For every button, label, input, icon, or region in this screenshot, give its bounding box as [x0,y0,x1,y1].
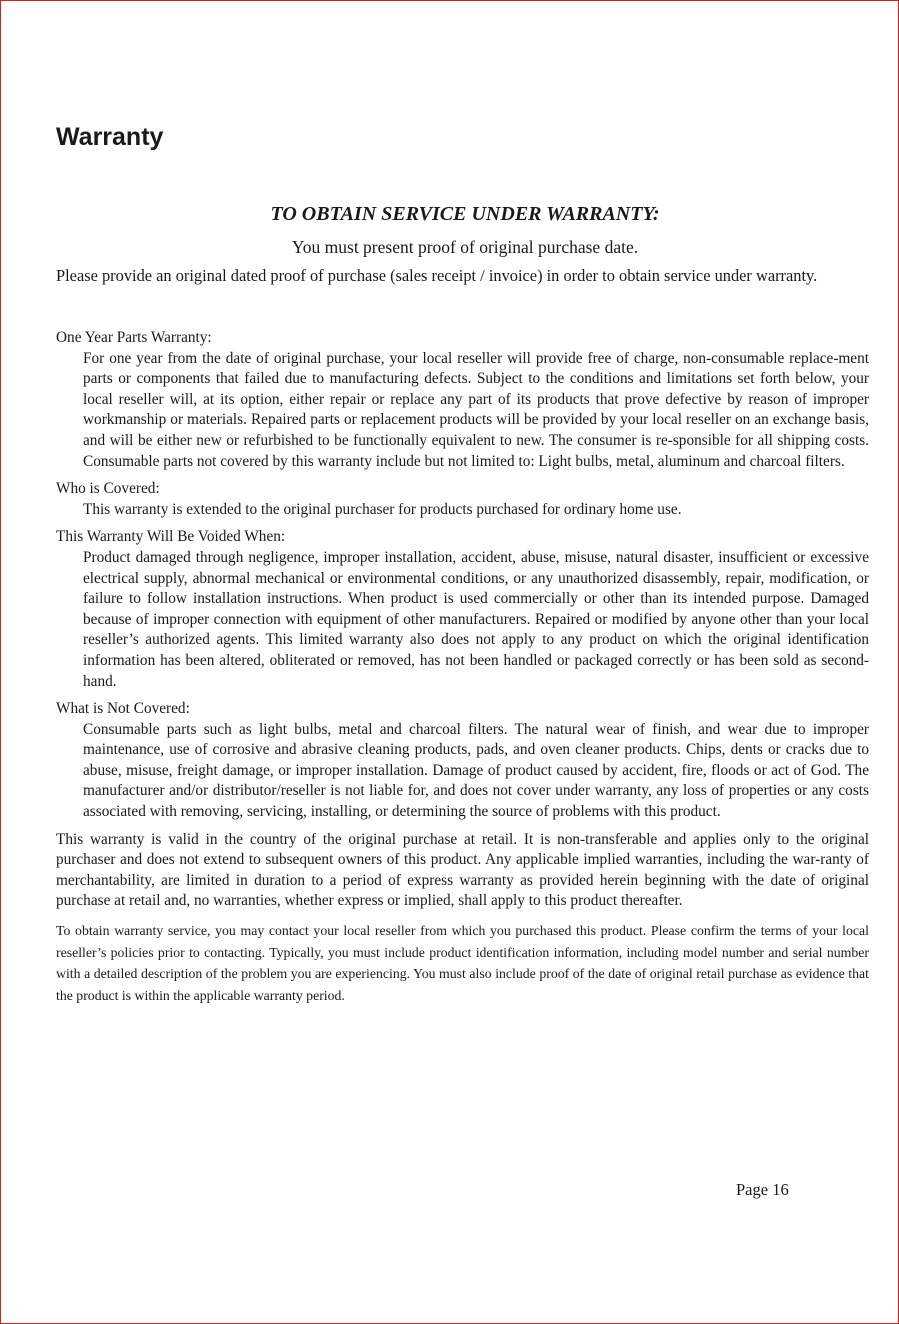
contact-paragraph: To obtain warranty service, you may contact your local reseller from which you purchased this product. Please confirm the terms of your local reseller’s policies prior to contacting. Typically, you must include product identification information, including model number and serial number with a detailed description of the problem you are experiencing. You must also include proof of the date of original retail purchase as evidence that the product is within the applicable warranty period. [56,923,869,1003]
section-title: This Warranty Will Be Voided When: [56,528,286,546]
validity-paragraph: This warranty is valid in the country of the original purchase at retail. It is non-transferable and applies only to the original purchaser and does not extend to subsequent owners of this product. Any applicable implied warranties, including the war-ranty of merchantability, are limited in duration to a period of express warranty as provided herein beginning with the date of original purchase at retail and, no warranties, whether express or implied, shall apply to this product thereafter. [56,830,869,910]
section-body: For one year from the date of original purchase, your local reseller will provide free of charge, non-consumable replace-ment parts or components that failed due to manufacturing defects. Subject to the conditions and limitations set forth below, your local reseller will, at its option, either repair or replace any part of its products that prove defective by reason of improper workmanship or materials. Repaired parts or replacement products will be provided by your local reseller on an exchange basis, and will be either new or refurbished to be functionally equivalent to new. The consumer is re-sponsible for all shipping costs. Consumable parts not covered by this warranty include but not limited to: Light bulbs, metal, aluminum and charcoal filters. [83,349,869,470]
section-body: Product damaged through negligence, improper installation, accident, abuse, misuse, natural disaster, insufficient or excessive electrical supply, abnormal mechanical or environmental conditions, or any unauthorized disassembly, repair, modification, or failure to follow installation instructions. When product is used commercially or other than its intended purpose. Damaged because of improper connection with equipment of other manufacturers. Repaired or modified by anyone other than your local reseller’s authorized agents. This limited warranty also does not apply to any product on which the original identification information has been altered, obliterated or removed, has not been handled or packaged correctly or has been sold as second-hand. [83,548,869,690]
service-title: TO OBTAIN SERVICE UNDER WARRANTY: [270,203,660,225]
section-body: Consumable parts such as light bulbs, metal and charcoal filters. The natural wear of finish, and wear due to improper maintenance, use of corrosive and abrasive cleaning products, pads, and oven cleaner products. Chips, dents or cracks due to abuse, misuse, freight damage, or improper installation. Damage of product caused by accident, fire, floods or act of God. The manufacturer and/or distributor/reseller is not liable for, and does not cover under warranty, any loss of properties or any costs associated with removing, servicing, installing, or determining the source of problems with this product. [83,720,869,821]
section-title: One Year Parts Warranty: [56,329,212,346]
service-note: Please provide an original dated proof of purchase (sales receipt / invoice) in order to obtain service under warranty. [56,266,818,285]
warranty-sections [56,328,869,1013]
section-body: This warranty is extended to the original purchaser for products purchased for ordinary home use. [83,500,682,518]
section-who-is-covered [56,479,869,520]
section-title: Who is Covered: [56,480,160,498]
section-parts-warranty [56,328,869,472]
service-subtitle: You must present proof of original purchase date. [291,237,639,257]
section-title: What is Not Covered: [56,700,190,718]
section-voided-when [56,527,869,692]
section-not-covered [56,699,869,823]
page-number: Page 16 [736,1180,789,1199]
page-heading: Warranty [56,123,164,151]
